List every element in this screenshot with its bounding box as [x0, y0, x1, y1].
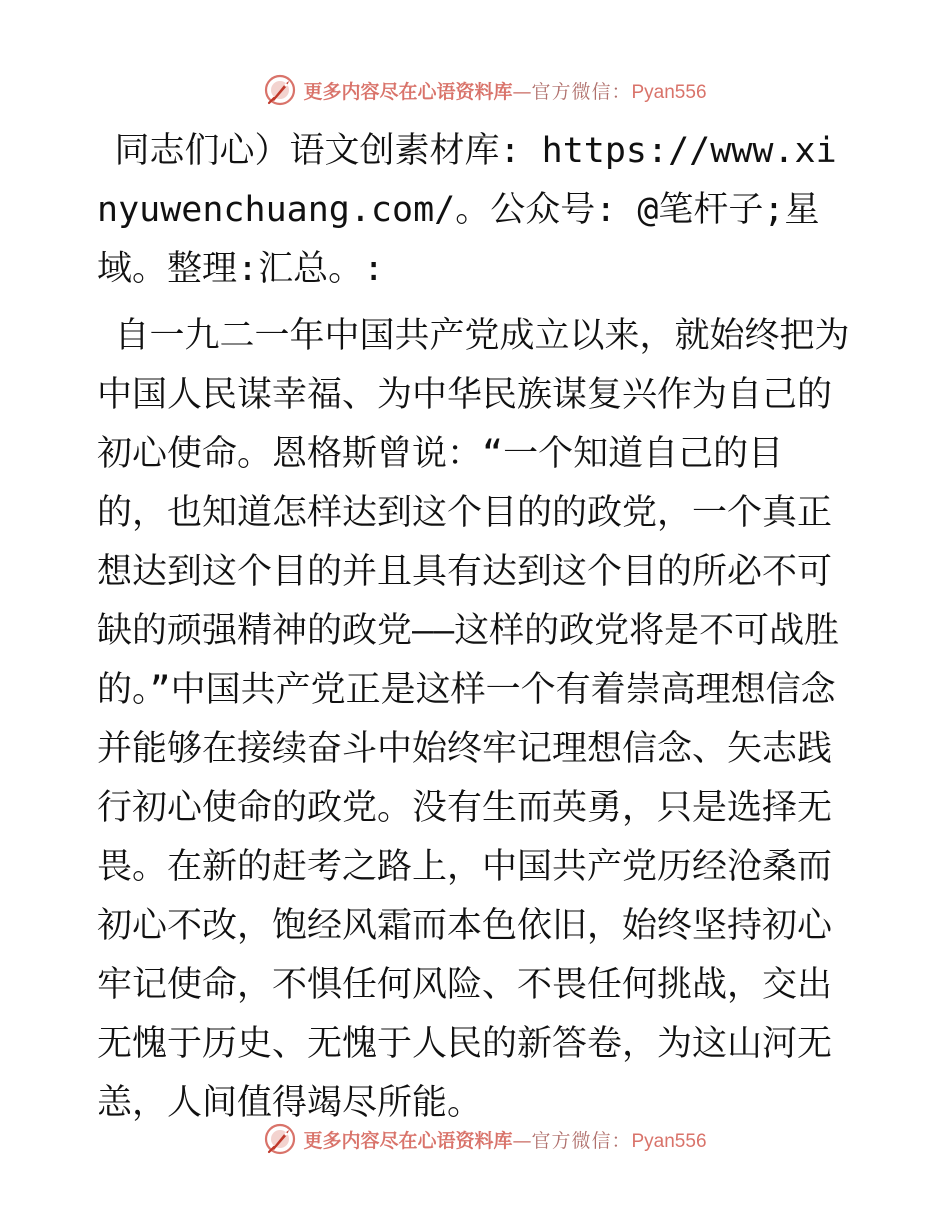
pen-nib-logo-icon [263, 1122, 297, 1156]
footer-banner-text [303, 1126, 706, 1153]
pen-nib-logo-icon [263, 73, 297, 107]
footer-banner-wechat-label: 官方微信： [531, 1129, 632, 1152]
header-banner-wechat-id: Pyan556 [631, 81, 707, 103]
footer-banner-separator: — [512, 1129, 532, 1152]
paragraph-1-text: 同志们心）语文创素材库: https://www.xinyuwenchuang.com/。公众号: @笔杆子;星域。整理:汇总。: [97, 131, 837, 289]
document-paragraph-1 [97, 122, 852, 299]
footer-banner-title: 更多内容尽在心语资料库 [303, 1129, 513, 1152]
header-banner-wechat-label: 官方微信： [531, 80, 632, 103]
header-banner [0, 70, 950, 110]
header-banner-title: 更多内容尽在心语资料库 [303, 80, 513, 103]
header-banner-separator: — [512, 80, 532, 103]
paragraph-2-text: 自一九二一年中国共产党成立以来，就始终把为中国人民谋幸福、为中华民族谋复兴作为自己的初心使命。恩格斯曾说：“一个知道自己的目的，也知道怎样达到这个目的的政党，一个真正想达到这个目的并且具有达到这个目的所必不可缺的顽强精神的政党——这样的政党将是不可战胜的。”中国共产党正是这样一个有着崇高理想信念并能够在接续奋斗中始终牢记理想信念、矢志践行初心使命的政党。没有生而英勇，只是选择无畏。在新的赶考之路上，中国共产党历经沧桑而初心不改，饱经风霜而本色依旧，始终坚持初心牢记使命，不惧任何风险、不畏任何挑战，交出无愧于历史、无愧于人民的新答卷，为这山河无恙，人间值得竭尽所能。 [97, 316, 850, 1123]
document-paragraph-2 [97, 307, 852, 1133]
header-banner-text [303, 77, 706, 104]
footer-banner-wechat-id: Pyan556 [631, 1130, 707, 1152]
footer-banner-content [263, 1122, 706, 1156]
footer-banner [0, 1119, 950, 1159]
header-banner-content [263, 73, 706, 107]
